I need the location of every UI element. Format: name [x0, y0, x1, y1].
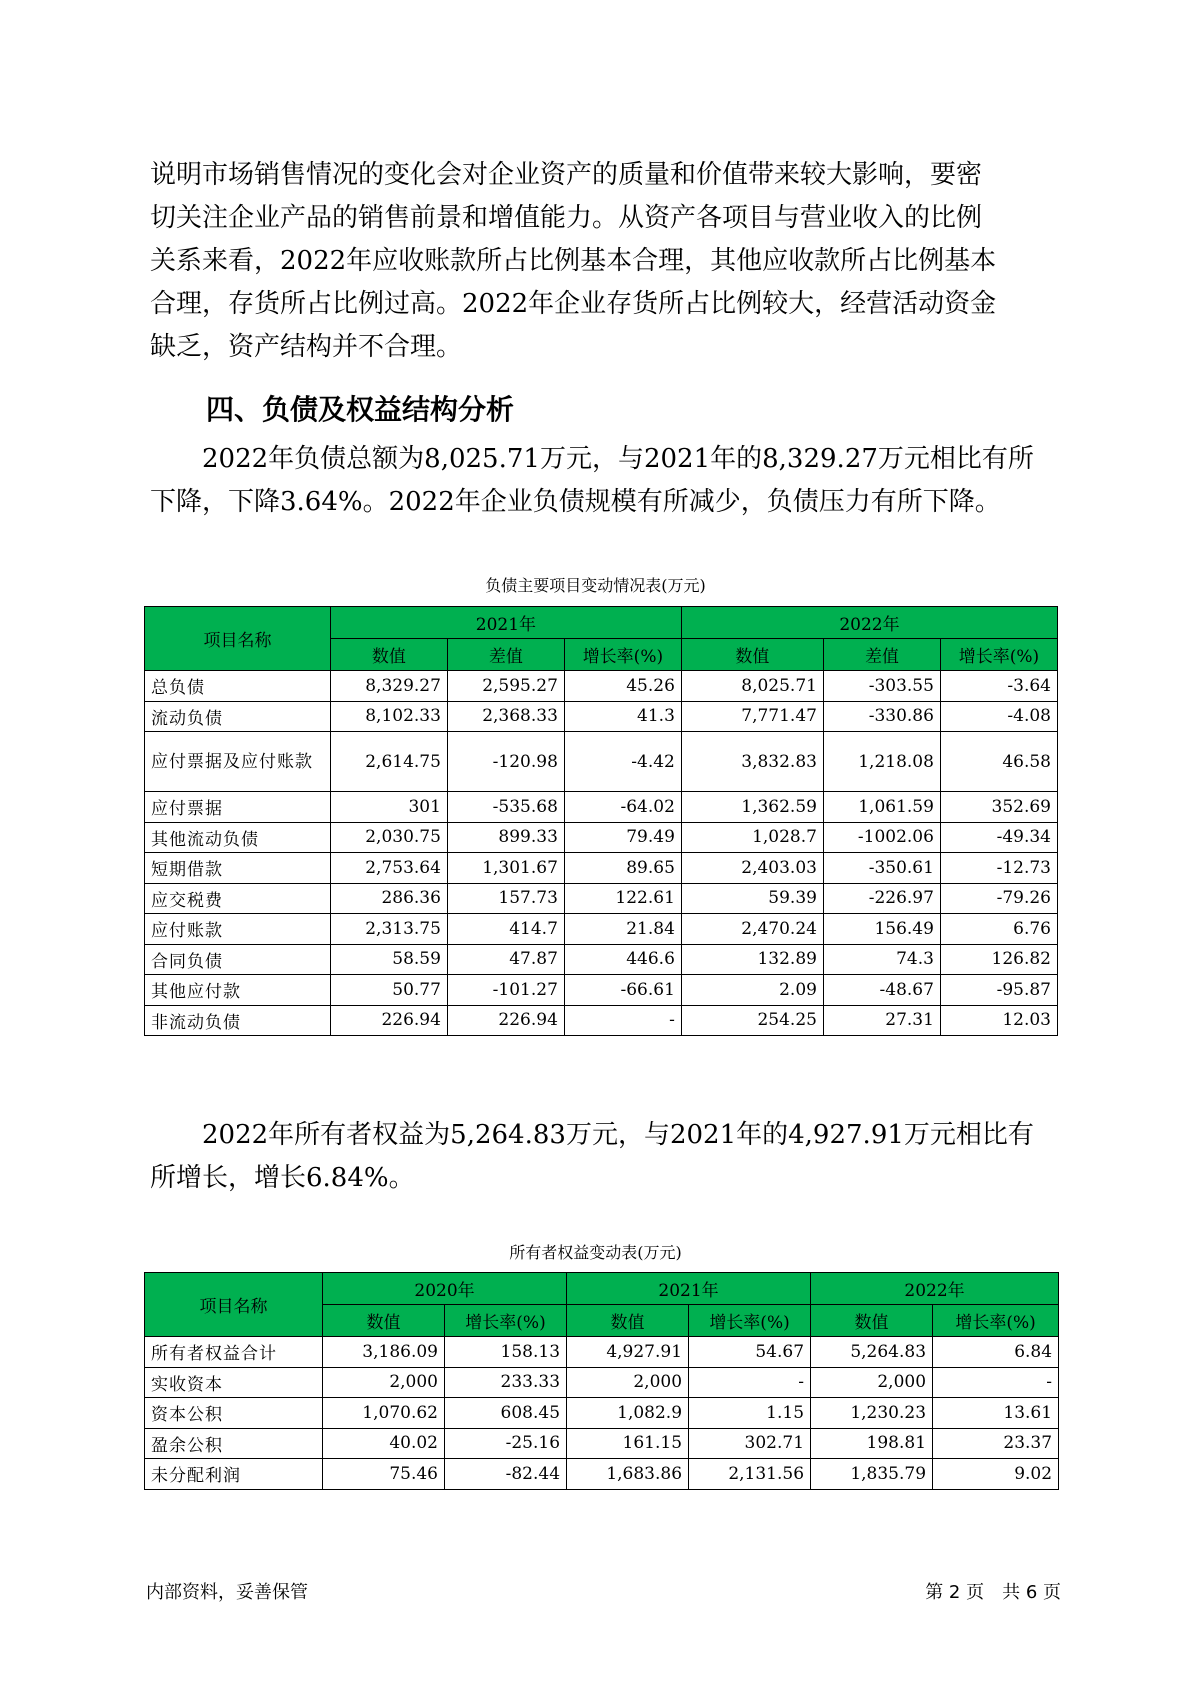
table-cell: 7,771.47 — [681, 701, 823, 732]
table-cell: 233.33 — [445, 1367, 567, 1398]
table-cell: 75.46 — [323, 1459, 445, 1490]
table-row — [145, 853, 1058, 884]
table-cell: 226.94 — [330, 1005, 447, 1036]
row-label: 应交税费 — [145, 883, 331, 914]
table-cell: -535.68 — [447, 792, 564, 823]
row-label: 应付账款 — [145, 914, 331, 945]
table-cell: 352.69 — [940, 792, 1057, 823]
table-cell: -25.16 — [445, 1428, 567, 1459]
table-cell: 302.71 — [689, 1428, 811, 1459]
liability-table — [144, 606, 1058, 1036]
column-subheader: 差值 — [823, 639, 940, 671]
equity-table-caption: 所有者权益变动表(万元) — [509, 1243, 682, 1262]
footer-page-number: 第 2 页 共 6 页 — [925, 1582, 1061, 1603]
text-line: 2022年所有者权益为5,264.83万元，与2021年的4,927.91万元相比有 — [150, 1120, 1034, 1150]
table-cell: 8,102.33 — [330, 701, 447, 732]
table-cell: 4,927.91 — [567, 1337, 689, 1368]
table-cell: 1,362.59 — [681, 792, 823, 823]
paragraph-asset-structure — [150, 154, 1060, 369]
table-cell: 74.3 — [823, 944, 940, 975]
table-cell: -303.55 — [823, 671, 940, 702]
table-cell: -95.87 — [940, 975, 1057, 1006]
column-header-year: 2022年 — [811, 1273, 1059, 1305]
table-row — [145, 1005, 1058, 1036]
table-cell: 40.02 — [323, 1428, 445, 1459]
table-row — [145, 1367, 1059, 1398]
text-line: 2022年负债总额为8,025.71万元，与2021年的8,329.27万元相比有所 — [150, 444, 1034, 474]
text-line: 合理，存货所占比例过高。2022年企业存货所占比例较大，经营活动资金 — [150, 289, 997, 319]
table-cell: 157.73 — [447, 883, 564, 914]
table-cell: 8,025.71 — [681, 671, 823, 702]
table-cell: 254.25 — [681, 1005, 823, 1036]
table-cell: 3,832.83 — [681, 732, 823, 792]
table-cell: 2,753.64 — [330, 853, 447, 884]
column-header-name: 项目名称 — [145, 1273, 323, 1337]
table-cell: 226.94 — [447, 1005, 564, 1036]
section-heading: 四、负债及权益结构分析 — [206, 393, 515, 426]
table-row — [145, 822, 1058, 853]
column-subheader: 数值 — [811, 1305, 933, 1337]
column-header-year: 2021年 — [567, 1273, 811, 1305]
table-row — [145, 792, 1058, 823]
row-label: 其他应付款 — [145, 975, 331, 1006]
table-cell: -66.61 — [564, 975, 681, 1006]
table-cell: -49.34 — [940, 822, 1057, 853]
table-cell: 122.61 — [564, 883, 681, 914]
text-line: 缺乏，资产结构并不合理。 — [150, 332, 463, 362]
column-header-year: 2021年 — [330, 607, 681, 639]
table-cell: 46.58 — [940, 732, 1057, 792]
table-cell: 89.65 — [564, 853, 681, 884]
table-cell: 50.77 — [330, 975, 447, 1006]
text-line: 切关注企业产品的销售前景和增值能力。从资产各项目与营业收入的比例 — [150, 203, 983, 233]
table-row — [145, 914, 1058, 945]
table-cell: 1,683.86 — [567, 1459, 689, 1490]
table-cell: 1.15 — [689, 1398, 811, 1429]
row-label: 合同负债 — [145, 944, 331, 975]
table-cell: 41.3 — [564, 701, 681, 732]
table-cell: -64.02 — [564, 792, 681, 823]
row-label: 所有者权益合计 — [145, 1337, 323, 1368]
text-line: 下降，下降3.64%。2022年企业负债规模有所减少，负债压力有所下降。 — [150, 487, 1001, 517]
row-label: 资本公积 — [145, 1398, 323, 1429]
row-label: 实收资本 — [145, 1367, 323, 1398]
column-header-year: 2022年 — [681, 607, 1057, 639]
table-cell: - — [689, 1367, 811, 1398]
row-label: 盈余公积 — [145, 1428, 323, 1459]
row-label: 未分配利润 — [145, 1459, 323, 1490]
table-cell: 3,186.09 — [323, 1337, 445, 1368]
column-subheader: 差值 — [447, 639, 564, 671]
table-cell: 6.84 — [933, 1337, 1059, 1368]
table-cell: 899.33 — [447, 822, 564, 853]
row-label: 总负债 — [145, 671, 331, 702]
table-cell: 13.61 — [933, 1398, 1059, 1429]
table-cell: -101.27 — [447, 975, 564, 1006]
table-row — [145, 701, 1058, 732]
table-cell: 156.49 — [823, 914, 940, 945]
paragraph-equity — [150, 1114, 1060, 1200]
table-cell: -350.61 — [823, 853, 940, 884]
table-cell: 1,082.9 — [567, 1398, 689, 1429]
table-cell: 1,835.79 — [811, 1459, 933, 1490]
column-subheader: 增长率(%) — [564, 639, 681, 671]
table-cell: 2,131.56 — [689, 1459, 811, 1490]
table-row — [145, 975, 1058, 1006]
table-cell: 161.15 — [567, 1428, 689, 1459]
table-cell: 1,218.08 — [823, 732, 940, 792]
table-cell: 608.45 — [445, 1398, 567, 1429]
table-cell: 79.49 — [564, 822, 681, 853]
table-cell: 5,264.83 — [811, 1337, 933, 1368]
table-cell: -48.67 — [823, 975, 940, 1006]
table-cell: -4.42 — [564, 732, 681, 792]
table-cell: 58.59 — [330, 944, 447, 975]
row-label: 流动负债 — [145, 701, 331, 732]
column-subheader: 增长率(%) — [940, 639, 1057, 671]
table-cell: 54.67 — [689, 1337, 811, 1368]
row-label: 应付票据 — [145, 792, 331, 823]
table-cell: -3.64 — [940, 671, 1057, 702]
table-cell: 446.6 — [564, 944, 681, 975]
table-cell: 414.7 — [447, 914, 564, 945]
table-cell: 2,000 — [567, 1367, 689, 1398]
column-subheader: 数值 — [681, 639, 823, 671]
table-cell: 21.84 — [564, 914, 681, 945]
table-cell: 2,000 — [811, 1367, 933, 1398]
column-subheader: 数值 — [323, 1305, 445, 1337]
table-cell: 12.03 — [940, 1005, 1057, 1036]
paragraph-liabilities — [150, 438, 1060, 524]
table-cell: -12.73 — [940, 853, 1057, 884]
table-cell: 47.87 — [447, 944, 564, 975]
table-row — [145, 671, 1058, 702]
table-cell: 1,028.7 — [681, 822, 823, 853]
table-cell: -1002.06 — [823, 822, 940, 853]
table-cell: 2,368.33 — [447, 701, 564, 732]
column-subheader: 增长率(%) — [933, 1305, 1059, 1337]
table-cell: 1,230.23 — [811, 1398, 933, 1429]
table-cell: 2,030.75 — [330, 822, 447, 853]
table-cell: - — [564, 1005, 681, 1036]
equity-table — [144, 1272, 1059, 1490]
table-cell: 301 — [330, 792, 447, 823]
table-cell: 2,614.75 — [330, 732, 447, 792]
table-cell: 9.02 — [933, 1459, 1059, 1490]
table-cell: 59.39 — [681, 883, 823, 914]
table-row — [145, 1428, 1059, 1459]
text-line: 说明市场销售情况的变化会对企业资产的质量和价值带来较大影响，要密 — [150, 160, 983, 190]
table-cell: 2,595.27 — [447, 671, 564, 702]
table-cell: 45.26 — [564, 671, 681, 702]
table-cell: 8,329.27 — [330, 671, 447, 702]
table-cell: -226.97 — [823, 883, 940, 914]
liability-table-caption: 负债主要项目变动情况表(万元) — [485, 576, 706, 595]
table-row — [145, 883, 1058, 914]
column-header-year: 2020年 — [323, 1273, 567, 1305]
table-cell: 132.89 — [681, 944, 823, 975]
table-cell: 2,313.75 — [330, 914, 447, 945]
row-label: 短期借款 — [145, 853, 331, 884]
table-cell: 2,403.03 — [681, 853, 823, 884]
text-line: 所增长，增长6.84%。 — [150, 1163, 415, 1193]
table-cell: 2,470.24 — [681, 914, 823, 945]
row-label: 其他流动负债 — [145, 822, 331, 853]
table-cell: -79.26 — [940, 883, 1057, 914]
column-subheader: 增长率(%) — [445, 1305, 567, 1337]
text-line: 关系来看，2022年应收账款所占比例基本合理，其他应收款所占比例基本 — [150, 246, 997, 276]
table-cell: 1,301.67 — [447, 853, 564, 884]
table-row — [145, 1459, 1059, 1490]
table-row — [145, 944, 1058, 975]
table-cell: -82.44 — [445, 1459, 567, 1490]
table-cell: 23.37 — [933, 1428, 1059, 1459]
table-cell: 2,000 — [323, 1367, 445, 1398]
table-cell: -330.86 — [823, 701, 940, 732]
column-header-name: 项目名称 — [145, 607, 331, 671]
table-cell: 1,070.62 — [323, 1398, 445, 1429]
table-cell: 198.81 — [811, 1428, 933, 1459]
table-cell: -120.98 — [447, 732, 564, 792]
table-cell: 1,061.59 — [823, 792, 940, 823]
table-cell: - — [933, 1367, 1059, 1398]
column-subheader: 数值 — [567, 1305, 689, 1337]
table-row — [145, 1398, 1059, 1429]
row-label: 非流动负债 — [145, 1005, 331, 1036]
footer-confidential-note: 内部资料，妥善保管 — [146, 1582, 308, 1603]
table-cell: 158.13 — [445, 1337, 567, 1368]
table-cell: 126.82 — [940, 944, 1057, 975]
table-cell: 2.09 — [681, 975, 823, 1006]
row-label: 应付票据及应付账款 — [145, 732, 331, 792]
column-subheader: 数值 — [330, 639, 447, 671]
table-cell: 286.36 — [330, 883, 447, 914]
table-row — [145, 732, 1058, 792]
table-row — [145, 1337, 1059, 1368]
column-subheader: 增长率(%) — [689, 1305, 811, 1337]
table-cell: 6.76 — [940, 914, 1057, 945]
table-cell: 27.31 — [823, 1005, 940, 1036]
table-cell: -4.08 — [940, 701, 1057, 732]
